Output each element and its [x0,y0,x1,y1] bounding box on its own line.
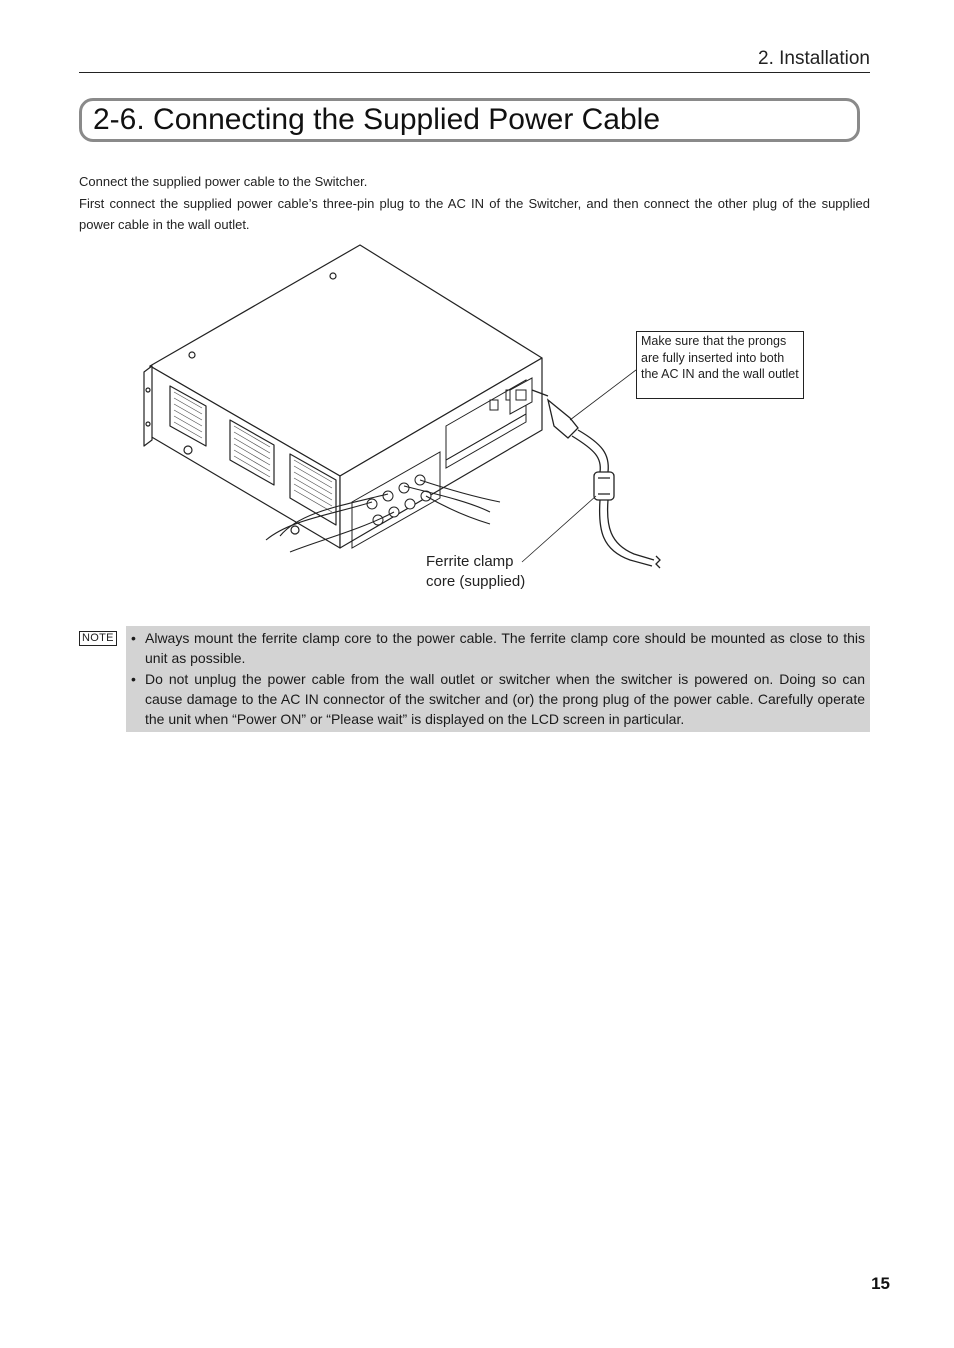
callout-prongs-note: Make sure that the prongs are fully inserted into both the AC IN and the wall outlet [636,331,804,399]
ferrite-label-line-1: Ferrite clamp [426,553,514,570]
note-box [126,626,870,732]
ferrite-label-line-2: core (supplied) [426,573,526,590]
note-item: • Always mount the ferrite clamp core to the power cable. The ferrite clamp core should be mounted as close to this unit as possible. [131,628,865,669]
note-tag: NOTE [79,631,117,646]
ferrite-core-label [426,552,525,592]
switcher-power-cable-illustration [140,240,840,600]
section-title: 2-6. Connecting the Supplied Power Cable [93,103,661,136]
intro-line-1: Connect the supplied power cable to the Switcher. [79,174,368,189]
header-rule [79,72,870,73]
note-list [131,628,865,729]
chapter-header: 2. Installation [758,48,870,69]
page-number: 15 [871,1274,890,1293]
intro-line-2: First connect the supplied power cable’s three-pin plug to the AC IN of the Switcher, and then connect the other plug of the supplied power cable in the wall outlet. [79,195,870,232]
note-item: • Do not unplug the power cable from the wall outlet or switcher when the switcher is powered on. Doing so can cause damage to the AC IN connector of the switcher and (or) the prong plug of the power cable. Carefully operate the unit when “Power ON” or “Please wait” is displayed on the LCD screen in particular. [131,669,865,730]
intro-text [79,171,870,236]
section-title-box [79,98,860,142]
